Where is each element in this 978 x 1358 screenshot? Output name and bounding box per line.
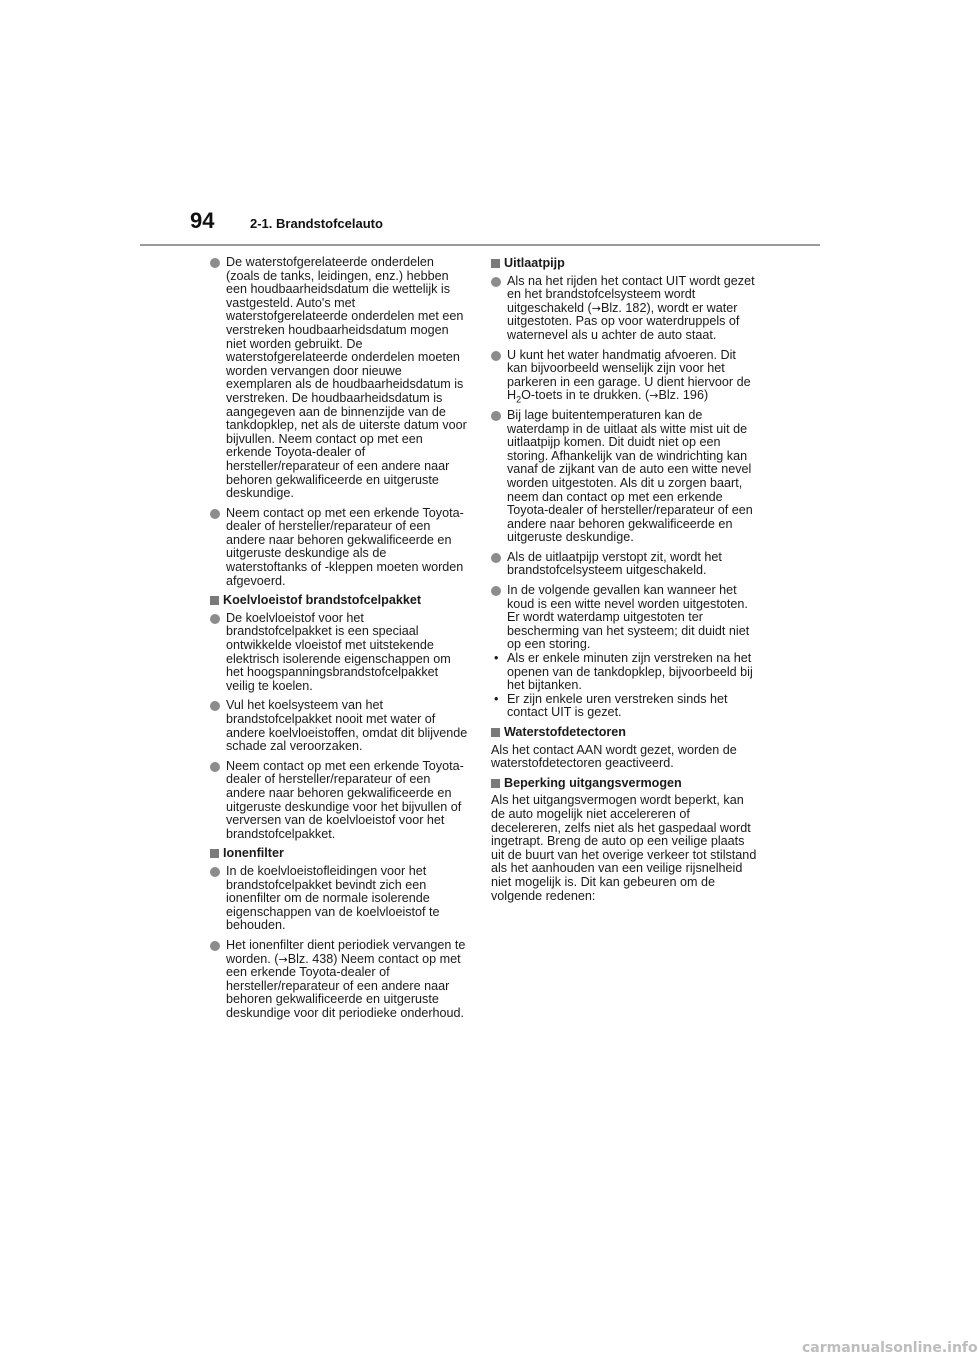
bullet-icon: • (494, 651, 499, 666)
bullet-dot-icon (210, 509, 220, 519)
bullet-dot-icon (491, 553, 501, 563)
page-reference-link[interactable]: Blz. 182 (600, 300, 647, 315)
bullet-dot-icon (210, 867, 220, 877)
right-column (491, 256, 757, 909)
watermark-text: carmanualsonline.info (802, 1340, 978, 1356)
square-bullet-icon (491, 779, 500, 788)
paragraph: Als het contact AAN wordt gezet, worden de waterstofdetectoren geactiveerd. (491, 742, 737, 771)
square-bullet-icon (491, 259, 500, 268)
list-item: Als de uitlaatpijp verstopt zit, wordt het brandstofcelsysteem uitgeschakeld. (491, 551, 757, 578)
bullet-dot-icon (210, 614, 220, 624)
section-title: 2-1. Brandstofcelauto (250, 216, 383, 231)
page-reference-link[interactable]: Blz. 438 (287, 951, 334, 966)
section-heading-hydrogen-detectors: Waterstofdetectoren (491, 726, 757, 740)
list-item: In de koelvloeistofleidingen voor het brandstofcelpakket bevindt zich een ionenfilter om de normale isolerende eigenschappen van de koelvloeistof te behouden. (210, 865, 468, 933)
arrow-icon: → (278, 952, 288, 966)
bullet-dot-icon (210, 941, 220, 951)
header-divider (140, 244, 820, 246)
page-header (190, 208, 383, 234)
list-item: Als na het rijden het contact UIT wordt gezet en het brandstofcelsysteem wordt uitgeschakeld (→Blz. 182), wordt er water uitgestoten. Pas op voor waterdruppels of waternevel als u achter de auto staat. (491, 275, 757, 343)
list-item: Neem contact op met een erkende Toyota-dealer of hersteller/reparateur of een andere naar behoren gekwalificeerde en uitgeruste deskundige als de waterstoftanks of -kleppen moeten worden afgevoerd. (210, 507, 468, 589)
bullet-dot-icon (491, 586, 501, 596)
arrow-icon: → (649, 389, 659, 403)
paragraph: Als het uitgangsvermogen wordt beperkt, kan de auto mogelijk niet accelereren of decelereren, zelfs niet als het gaspedaal wordt ingetrapt. Breng de auto op een veilige plaats uit de buurt van het overige verkeer tot stilstand als het aanhouden van een veilige rijsnelheid niet mogelijk is. Dit kan gebeuren om de volgende redenen: (491, 793, 757, 903)
list-item: De koelvloeistof voor het brandstofcelpakket is een speciaal ontwikkelde vloeistof met uitstekende elektrisch isolerende eigenschappen om het hoogspanningsbrandstofcelpakket veilig te koelen. (210, 612, 468, 694)
list-item: Neem contact op met een erkende Toyota-dealer of hersteller/reparateur of een andere naar behoren gekwalificeerde en uitgeruste deskundige voor het bijvullen of verversen van de koelvloeistof voor het brandstofcelpakket. (210, 760, 468, 842)
list-item: De waterstofgerelateerde onderdelen (zoals de tanks, leidingen, enz.) hebben een houdbaarheidsdatum die wettelijk is vastgesteld. Auto's met waterstofgerelateerde onderdelen met een verstreken houdbaarheidsdatum mogen niet worden gebruikt. De waterstofgerelateerde onderdelen moeten worden vervangen door nieuwe exemplaren als de houdbaarheidsdatum is verstreken. De houdbaarheidsdatum is aangegeven aan de binnenzijde van de tankdopklep, net als de uiterste datum voor bijvullen. Neem contact op met een erkende Toyota-dealer of hersteller/reparateur of een andere naar behoren gekwalificeerde en uitgeruste deskundige. (210, 256, 468, 501)
list-item: Vul het koelsysteem van het brandstofcelpakket nooit met water of andere koelvloeistoffen, omdat dit blijvende schade zal veroorzaken. (210, 699, 468, 753)
bullet-dot-icon (491, 411, 501, 421)
list-item: U kunt het water handmatig afvoeren. Dit kan bijvoorbeeld wenselijk zijn voor het parkeren in een garage. U dient hiervoor de $H_2O$-toets in te drukken. (→Blz. 196) (491, 349, 757, 403)
section-heading-power-limit: Beperking uitgangsvermogen (491, 777, 757, 791)
list-item: Het ionenfilter dient periodiek vervangen te worden. (→Blz. 438) Neem contact op met een erkende Toyota-dealer of hersteller/reparateur of een andere naar behoren gekwalificeerde en uitgeruste deskundige voor dit periodieke onderhoud. (210, 939, 468, 1021)
bullet-dot-icon (210, 701, 220, 711)
square-bullet-icon (210, 849, 219, 858)
sub-list-item: • Als er enkele minuten zijn verstreken na het openen van de tankdopklep, bijvoorbeeld bij het bijtanken. (494, 651, 753, 693)
bullet-icon: • (494, 691, 499, 706)
arrow-icon: → (591, 301, 601, 315)
left-column (210, 256, 468, 1026)
bullet-dot-icon (210, 258, 220, 268)
sub-list-item: • Er zijn enkele uren verstreken sinds het contact UIT is gezet. (494, 691, 728, 720)
section-heading-ion-filter: Ionenfilter (210, 847, 468, 861)
list-item: In de volgende gevallen kan wanneer het koud is een witte nevel worden uitgestoten. Er wordt waterdamp uitgestoten ter bescherming van het systeem; dit duidt niet op een storing. (491, 584, 757, 652)
bullet-dot-icon (491, 277, 501, 287)
list-item: Bij lage buitentemperaturen kan de waterdamp in de uitlaat als witte mist uit de uitlaatpijp komen. Dit duidt niet op een storing. Afhankelijk van de windrichting kan vanaf de zijkant van de auto een witte nevel worden uitgestoten. Als dit u zorgen baart, neem dan contact op met een erkende Toyota-dealer of hersteller/reparateur of een andere naar behoren gekwalificeerde en uitgeruste deskundige. (491, 409, 757, 545)
page-reference-link[interactable]: Blz. 196 (658, 388, 704, 403)
section-heading-exhaust: Uitlaatpijp (491, 257, 757, 271)
square-bullet-icon (491, 728, 500, 737)
bullet-dot-icon (491, 351, 501, 361)
page-number: 94 (190, 208, 215, 233)
bullet-dot-icon (210, 762, 220, 772)
square-bullet-icon (210, 596, 219, 605)
section-heading-coolant: Koelvloeistof brandstofcelpakket (210, 594, 468, 608)
